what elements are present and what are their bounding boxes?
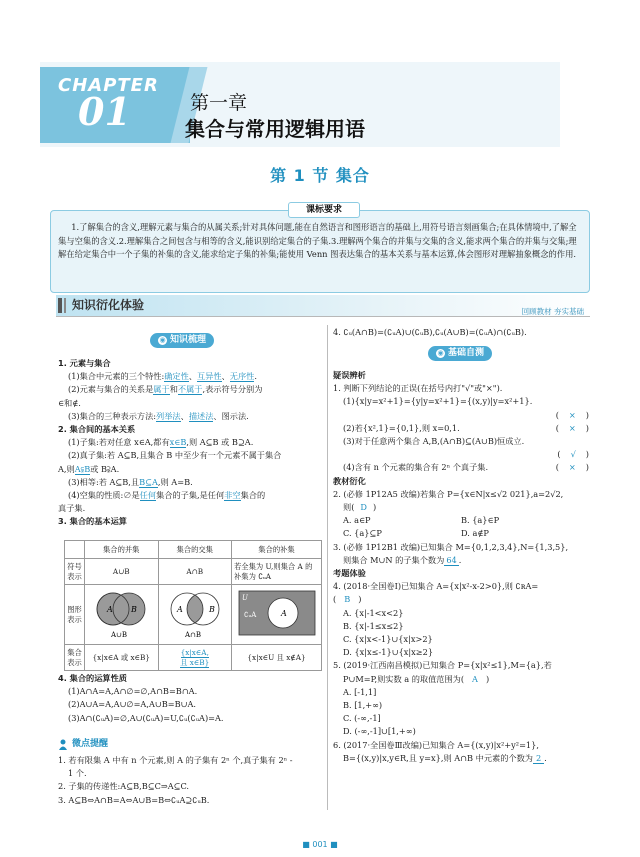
band-marker [58,298,62,313]
text: (4)空集的性质:∅是 [68,490,140,501]
table-corner [65,541,85,559]
heading-4: 4. 集合的运算性质 [58,673,127,683]
option-d: D. a∉P [461,528,489,539]
answer: {x|x∈A, [180,647,209,657]
q1-3-answer: ( √ ) [557,449,589,460]
line-2-4 [58,489,324,502]
q1-1-answer: ( × ) [555,409,589,420]
knowledge-pill [150,333,214,348]
requirements-text: 1.了解集合的含义,理解元素与集合的从属关系;针对具体问题,能在自然语言和图形语言的基础上,用符号语言刻画集合;在具体情境中,了解全集与空集的含义.2.理解集合之间包含与相等的含义,能识别给定集合的子集.3.理解两个集合的并集与交集的含义,能求两个集合的并集与交集;理解在给定集合中一个子集的补集的含义,能求给定子集的补集;能使用 Venn 图表达集合的基本关系与基本运算,体会图形对理解抽象概念的作用. [58,222,577,260]
option-a: A. a∈P [343,515,371,526]
text: (1)子集:若对任意 x∈A,都有 [68,437,170,448]
set-complement: {x|x∈U 且 x∉A} [232,645,322,671]
answer: 且 x∈B} [180,657,210,667]
q3-stem: 则集合 M∪N 的子集个数为 64 . [343,554,462,565]
venn-intersection-cell [158,585,232,645]
text: (3)相等:若 A⊆B,且 [68,476,140,487]
venn-caption-intersection: A∩B [184,630,201,639]
q5-option-d: D. (-∞,-1]∪[1,+∞) [343,726,416,737]
line-1-1: (1)集合中元素的三个特性:确定性、互异性、无序性. [68,371,257,382]
text: ( [333,594,337,605]
q5: 5. (2019·江西南昌模拟)已知集合 P={x|x²≤1},M={a},若 [333,660,552,671]
text: 则集合 M∪N 的子集个数为 [343,554,445,565]
text: (3)集合的三种表示方法: [68,410,157,421]
answer: √ [570,449,576,460]
tip-1: 1. 若有限集 A 中有 n 个元素,则 A 的子集有 2ⁿ 个,真子集有 2ⁿ - [58,755,293,765]
line-1-2b: ∈和∉. [58,397,81,408]
venn-label-a: A [280,608,287,618]
chapter-title: 集合与常用逻辑用语 [185,117,365,141]
text: 、图示法. [213,410,249,421]
line-4-2: (2)A∪A=A,A∪∅=A,A∪B=B∪A. [68,699,196,710]
line-4-3: (3)A∩(∁ᵤA)=∅,A∪(∁ᵤA)=U,∁ᵤ(∁ᵤA)=A. [68,712,224,723]
venn-caption-union: A∪B [111,630,128,639]
answer: × [568,409,576,420]
answer: 属于 [153,384,170,395]
symbol-complement: 若全集为 U,则集合 A 的补集为 ∁ᵤA [232,559,322,585]
q5-option-a: A. [-1,1] [343,686,377,697]
option-c: C. {a}⊆P [343,528,382,539]
text: 和 [169,384,178,395]
text: (2)若{x²,1}={0,1},则 x=0,1. [343,422,460,433]
answer: A [472,673,478,684]
tip-2: 2. 子集的传递性:A⊆B,B⊆C⇒A⊆C. [58,781,190,792]
answer: × [568,422,576,433]
heading-2: 2. 集合间的基本关系 [58,424,136,435]
venn-label-b: B [208,604,215,614]
left-column-bottom [58,672,324,725]
answer: 列举法 [156,410,181,421]
band-marker-thin [64,298,66,313]
right-top-line [333,326,595,339]
answer: 64 [446,554,457,565]
answer: 任何 [139,490,157,501]
venn-label-a: A [176,604,183,614]
q1-4: (4)含有 n 个元素的集合有 2ⁿ 个真子集. ( × ) [343,462,589,473]
pill-icon: ◉ [437,349,444,357]
q5-stem: P∪M=P,则实数 a 的取值范围为( A ) [343,673,490,684]
chapter-label: 第一章 [190,92,248,114]
venn-label-complement: ∁ᵤA [243,610,256,619]
answer: 描述法 [188,410,214,421]
text: ,表示符号分别为 [202,384,263,395]
q4-option-b: B. {x|-1≤x≤2} [343,620,404,631]
answer: B [344,594,351,605]
text: ) [372,502,377,513]
q1: 1. 判断下列结论的正误(在括号内打"√"或"×"). [333,383,503,394]
answer: 无序性 [229,371,255,382]
property-4: 4. ∁ᵤ(A∩B)=(∁ᵤA)∪(∁ᵤB),∁ᵤ(A∪B)=(∁ᵤA)∩(∁ᵤB). [333,327,527,337]
set-operations-table [64,540,322,671]
venn-intersection-diagram [163,587,227,641]
q6-stem: B={(x,y)|x,y∈R,且 y=x},则 A∩B 中元素的个数为 2 . [343,752,547,763]
text: (2)元素与集合的关系是 [68,384,154,395]
answer: 非空 [224,490,241,501]
q4-option-d: D. {x|x≤-1}∪{x|x≥2} [343,647,434,658]
requirements-tab: 课标要求 [288,202,360,218]
page-number: ■ 001 ■ [302,840,338,849]
chapter-number: 01 [78,89,131,134]
text: B={(x,y)|x,y∈R,且 y=x},则 A∩B 中元素的个数为 [343,752,533,763]
venn-complement-diagram [235,587,319,641]
q2-stem [333,501,595,514]
subheading-textbook: 教材衍化 [333,475,366,486]
q3: 3. (必修 1P12B1 改编)已知集合 M={0,1,2,3,4},N={1,3,5}, [333,541,569,552]
subheading-errors: 疑误辨析 [333,370,366,380]
column-divider [327,325,328,810]
venn-label-b: B [131,604,138,614]
answer: B⊆A [139,476,158,487]
tip-1b: 1 个. [68,768,87,779]
pill-icon: ◉ [159,336,166,344]
q2-options-2 [333,527,595,540]
line-2-2: (2)真子集:若 A⊆B,且集合 B 中至少有一个元素不属于集合 [68,450,282,461]
q5-option-b: B. [1,+∞) [343,700,383,711]
answer: x∈B [169,437,187,448]
answer: 互异性 [197,371,222,382]
line-2-4b: 真子集. [58,503,86,514]
line-1-2 [58,383,324,396]
q1-3: (3)对于任意两个集合 A,B,(A∩B)⊆(A∪B)恒成立. [343,436,525,447]
text: (4)含有 n 个元素的集合有 2ⁿ 个真子集. [343,462,489,473]
answer: A⫋B [74,463,91,474]
text: ,则 A⊆B 或 B⊇A. [186,437,254,448]
subheading-exam: 考题体验 [333,568,366,579]
line-2-3 [58,476,324,489]
venn-label-u: U [241,593,248,602]
venn-union-diagram [89,587,153,641]
answer: 确定性 [164,371,189,382]
q4: 4. (2018·全国卷Ⅰ)已知集合 A={x|x²-x-2>0},则 ∁ʀA= [333,581,539,592]
heading-1: 1. 元素与集合 [58,358,111,368]
q4-option-c: C. {x|x<-1}∪{x|x>2} [343,634,433,645]
line-4-1: (1)A∩A=A,A∩∅=∅,A∩B=B∩A. [68,686,198,697]
option-b: B. {a}∈P [461,515,500,526]
venn-complement-cell [232,585,322,645]
q1-1: (1){x|y=x²+1}={y|y=x²+1}={(x,y)|y=x²+1}. [343,396,533,407]
left-column-top [58,357,324,529]
pill-label: 基础自测 [448,348,485,358]
text: 则( [343,502,355,513]
symbol-intersection: A∩B [158,559,232,585]
symbol-union: A∪B [85,559,159,585]
text: (1)集合中元素的三个特性: [68,371,165,382]
q4-stem: ( B ) [333,594,362,605]
heading-3: 3. 集合的基本运算 [58,516,127,527]
right-column [333,369,595,765]
answer: 不属于 [177,384,203,395]
row-label-symbol: 符号表示 [65,559,85,585]
q1-2: (2)若{x²,1}={0,1},则 x=0,1. ( × ) [343,422,589,433]
text: 或 B⫌A. [90,463,120,474]
tip-heading: 微点提醒 [72,739,109,749]
line-1-3: (3)集合的三种表示方法:列举法、描述法、图示法. [68,410,249,421]
answer: 2 [533,753,544,764]
tip-heading-wrap [72,738,322,751]
band-slogan: 回顾教材 夯实基础 [521,307,584,316]
q5-option-c: C. (-∞,-1] [343,713,381,724]
q2-options-1 [333,514,595,527]
tip-3: 3. A⊆B⇔A∩B=A⇔A∪B=B⇔∁ᵤA⊇∁ᵤB. [58,794,210,805]
line-2-2b [58,463,324,476]
tips [58,754,324,807]
set-union: {x|x∈A 或 x∈B} [85,645,159,671]
section-title: 第 1 节 集合 [270,166,370,185]
text: A,则 [58,463,75,474]
q6: 6. (2017·全国卷Ⅲ改编)已知集合 A={(x,y)|x²+y²=1}, [333,739,539,750]
venn-label-a: A [107,604,114,614]
col-header-complement: 集合的补集 [232,541,322,559]
set-intersection [158,645,232,671]
venn-union-cell [85,585,159,645]
pill-label: 知识梳理 [170,335,207,345]
q2: 2. (必修 1P12A5 改编)若集合 P={x∈N|x≤√2 021},a=2√2, [333,488,564,499]
person-icon [58,739,70,751]
text: 集合的子集,是任何 [156,490,225,501]
text: P∪M=P,则实数 a 的取值范围为( [343,673,465,684]
chapter-word: CHAPTER [58,75,159,96]
row-label-set: 集合表示 [65,645,85,671]
col-header-intersection: 集合的交集 [158,541,232,559]
q4-option-a: A. {x|-1<x<2} [343,607,404,618]
col-header-union: 集合的并集 [85,541,159,559]
answer: × [568,462,576,473]
text: ,则 A=B. [157,476,193,487]
row-label-figure: 图形表示 [65,585,85,645]
text: 集合的 [240,490,266,501]
answer: D [360,502,367,513]
band-title: 知识衍化体验 [72,298,145,312]
self-test-pill [428,346,492,361]
line-2-1 [58,436,324,449]
